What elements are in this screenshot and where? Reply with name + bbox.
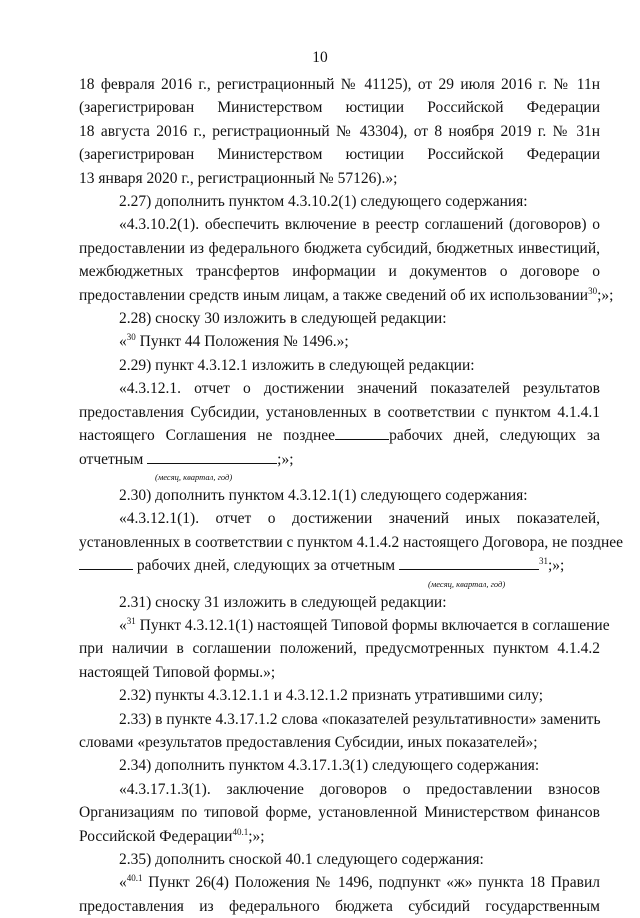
text-line: 2.33) в пункте 4.3.17.1.2 слова «показателей результативности» заменить <box>119 710 601 728</box>
item-heading: 2.30) дополнить пунктом 4.3.12.1(1) следующего содержания: <box>119 486 528 504</box>
blank-field <box>399 556 539 570</box>
text-line: предоставлении из федерального бюджета субсидий, бюджетных инвестиций, <box>79 239 600 257</box>
item-heading: 2.31) сноску 31 изложить в следующей редакции: <box>119 593 447 611</box>
text-span: « <box>119 874 127 892</box>
item-heading: 2.28) сноску 30 изложить в следующей редакции: <box>119 310 447 328</box>
text-span: ;»; <box>547 557 565 575</box>
text-span: рабочих дней, следующих за <box>389 427 600 445</box>
footnote-line <box>79 871 600 894</box>
text-line <box>79 448 600 471</box>
text-span: настоящего Соглашения не позднее <box>79 427 336 445</box>
text-line: 18 августа 2016 г., регистрационный № 43304), от 8 ноября 2019 г. № 31н <box>79 122 600 140</box>
item-heading: 2.35) дополнить сноской 40.1 следующего содержания: <box>119 851 484 868</box>
item-heading: 2.29) пункт 4.3.12.1 изложить в следующей редакции: <box>119 356 475 374</box>
text-span: « <box>119 616 127 634</box>
text-line: словами «результатов предоставления Субсидии, иных показателей»; <box>79 733 538 751</box>
text-span: отчетным <box>79 450 144 468</box>
text-span: Российской Федерации <box>79 827 233 845</box>
footnote-ref: 30 <box>126 332 136 343</box>
text-span: ;»; <box>597 286 614 304</box>
text-line <box>79 554 600 577</box>
text-line: «4.3.12.1. отчет о достижении значений показателей результатов <box>119 380 600 398</box>
blank-field <box>79 556 133 570</box>
footnote-ref: 31 <box>126 615 136 626</box>
item-heading: 2.32) пункты 4.3.12.1.1 и 4.3.12.1.2 признать утратившими силу; <box>119 687 544 705</box>
text-line: Организациям по типовой форме, установленной Министерством финансов <box>79 804 600 822</box>
text-line: при наличии в соглашении положений, предусмотренных пунктом 4.1.4.2 <box>79 640 600 658</box>
text-line: установленных в соответствии с пунктом 4.1.4.2 настоящего Договора, не позднее <box>79 533 624 551</box>
text-line: «4.3.17.1.3(1). заключение договоров о предоставлении взносов <box>119 780 600 798</box>
text-line: 13 января 2020 г., регистрационный № 57126).»; <box>79 169 398 187</box>
text-span: рабочих дней, следующих за отчетным <box>136 557 396 575</box>
text-span: « <box>119 333 127 351</box>
text-line: 18 февраля 2016 г., регистрационный № 41125), от 29 июля 2016 г. № 11н <box>79 76 600 93</box>
page-number: 10 <box>312 49 328 66</box>
footnote-ref: 40.1 <box>126 873 143 884</box>
text-line <box>79 284 614 307</box>
blank-field <box>335 426 389 440</box>
field-caption: (месяц, квартал, год) <box>428 578 506 589</box>
text-span: Пункт 44 Положения № 1496.»; <box>135 333 349 351</box>
field-caption: (месяц, квартал, год) <box>155 471 233 482</box>
text-line: (зарегистрирован Министерством юстиции Российской Федерации <box>79 146 600 164</box>
text-line <box>79 825 600 848</box>
text-line <box>79 424 600 447</box>
footnote-ref: 30 <box>588 285 598 296</box>
text-line: межбюджетных трансфертов информации и документов о договоре о <box>79 263 600 281</box>
item-heading: 2.27) дополнить пунктом 4.3.10.2(1) следующего содержания: <box>119 193 528 211</box>
item-heading: 2.34) дополнить пунктом 4.3.17.1.3(1) следующего содержания: <box>119 757 540 775</box>
text-line: предоставления Субсидии, установленных в соответствии с пунктом 4.1.4.1 <box>79 403 600 421</box>
text-span: Пункт 4.3.12.1(1) настоящей Типовой формы включается в соглашение <box>135 616 610 634</box>
footnote-line <box>79 614 610 637</box>
text-span: Пункт 26(4) Положения № 1496, подпункт «ж» пункта 18 Правил <box>142 874 600 892</box>
text-span: ;»; <box>248 827 265 845</box>
footnote-line <box>79 330 600 353</box>
text-line: (зарегистрирован Министерством юстиции Российской Федерации <box>79 99 600 117</box>
text-line: настоящей Типовой формы.»; <box>79 663 276 681</box>
text-span: ;»; <box>277 450 294 468</box>
text-line: «4.3.10.2(1). обеспечить включение в реестр соглашений (договоров) о <box>119 216 600 234</box>
text-span: предоставлении средств иным лицам, а также сведений об их использовании <box>79 286 589 304</box>
footnote-ref: 40.1 <box>232 826 249 837</box>
footnote-ref: 31 <box>538 556 548 567</box>
document-body <box>79 73 624 918</box>
text-line: предоставления из федерального бюджета субсидий государственным <box>79 897 600 915</box>
blank-field <box>147 450 277 464</box>
text-line: «4.3.12.1(1). отчет о достижении значений иных показателей, <box>119 510 600 528</box>
